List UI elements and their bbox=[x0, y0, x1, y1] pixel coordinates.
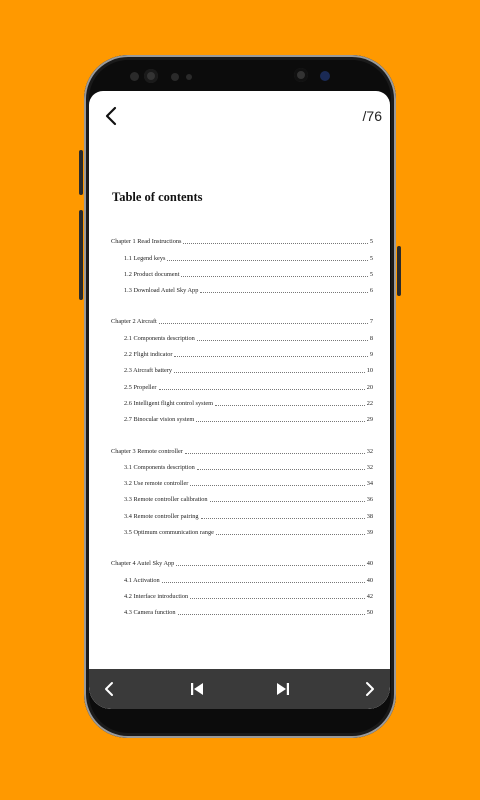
dot-leader bbox=[174, 356, 367, 357]
toc-section[interactable] bbox=[111, 472, 373, 488]
skip-previous-icon bbox=[187, 679, 207, 699]
dot-leader bbox=[200, 292, 368, 293]
chapter-gap bbox=[111, 424, 373, 439]
toc-entry-page: 40 bbox=[366, 576, 373, 584]
chapter-gap bbox=[111, 295, 373, 310]
page-title: Table of contents bbox=[112, 190, 203, 204]
toc-entry-title: 2.2 Flight indicator bbox=[124, 351, 173, 359]
toc-section[interactable] bbox=[111, 456, 373, 472]
toc-entry-page: 6 bbox=[369, 287, 373, 295]
dot-leader bbox=[197, 340, 368, 341]
dot-leader bbox=[190, 485, 364, 486]
app-screen bbox=[89, 91, 390, 709]
first-page-button[interactable] bbox=[187, 679, 207, 699]
toc-entry-page: 29 bbox=[366, 416, 373, 424]
toc-entry-title: 3.2 Use remote controller bbox=[124, 480, 189, 488]
toc-chapter[interactable] bbox=[111, 310, 373, 326]
dot-leader bbox=[178, 614, 365, 615]
dot-leader bbox=[174, 372, 365, 373]
toc-entry-title: 2.5 Propeller bbox=[124, 383, 157, 391]
volume-down-button bbox=[79, 210, 83, 300]
toc-entry-page: 8 bbox=[369, 334, 373, 342]
dot-leader bbox=[216, 534, 365, 535]
toc-entry-title: 1.1 Legend keys bbox=[124, 254, 166, 262]
chevron-left-icon bbox=[100, 679, 120, 699]
toc-chapter[interactable] bbox=[111, 439, 373, 455]
volume-up-button bbox=[79, 150, 83, 195]
dot-leader bbox=[185, 453, 365, 454]
toc-entry-page: 10 bbox=[366, 367, 373, 375]
toc-entry-page: 32 bbox=[366, 447, 373, 455]
page-count: /76 bbox=[362, 108, 382, 124]
chapter-gap bbox=[111, 537, 373, 552]
toc-entry-page: 39 bbox=[366, 529, 373, 537]
toc-section[interactable] bbox=[111, 263, 373, 279]
toc-entry-title: 3.5 Optimum communication range bbox=[124, 529, 214, 537]
toc-entry-page: 40 bbox=[366, 560, 373, 568]
toc-entry-title: 3.4 Remote controller pairing bbox=[124, 512, 199, 520]
toc-chapter[interactable] bbox=[111, 552, 373, 568]
toc-entry-page: 5 bbox=[369, 270, 373, 278]
chevron-left-icon bbox=[101, 105, 123, 127]
iris-scanner-icon bbox=[144, 69, 158, 83]
toc-entry-title: 4.1 Activation bbox=[124, 576, 160, 584]
toc-entry-page: 32 bbox=[366, 463, 373, 471]
toc-entry-page: 7 bbox=[369, 318, 373, 326]
back-button[interactable] bbox=[101, 105, 123, 127]
dot-leader bbox=[176, 565, 364, 566]
dot-leader bbox=[215, 405, 365, 406]
toc-entry-title: 2.6 Intelligent flight control system bbox=[124, 399, 214, 407]
document-page[interactable] bbox=[111, 190, 373, 617]
dot-leader bbox=[197, 469, 365, 470]
toc-entry-title: Chapter 4 Autel Sky App bbox=[111, 560, 175, 568]
dot-leader bbox=[159, 389, 365, 390]
toc-section[interactable] bbox=[111, 408, 373, 424]
next-page-button[interactable] bbox=[359, 679, 379, 699]
toc-entry-title: 2.3 Aircraft battery bbox=[124, 367, 173, 375]
toc-section[interactable] bbox=[111, 279, 373, 295]
bottom-toolbar bbox=[89, 669, 390, 709]
dot-leader bbox=[183, 243, 367, 244]
toc-entry-title: 2.1 Components description bbox=[124, 334, 195, 342]
dot-leader bbox=[190, 598, 365, 599]
toc-section[interactable] bbox=[111, 392, 373, 408]
toc-entry-page: 5 bbox=[369, 254, 373, 262]
last-page-button[interactable] bbox=[273, 679, 293, 699]
toc-entry-title: 3.3 Remote controller calibration bbox=[124, 496, 208, 504]
toc-entry-page: 50 bbox=[366, 609, 373, 617]
toc-entry-title: 4.2 Interface introduction bbox=[124, 592, 189, 600]
toc-entry-page: 38 bbox=[366, 512, 373, 520]
toc-entry-title: 1.3 Download Autel Sky App bbox=[124, 287, 199, 295]
front-camera-icon bbox=[294, 68, 308, 82]
toc-entry-title: 1.2 Product document bbox=[124, 270, 180, 278]
dot-leader bbox=[201, 518, 365, 519]
toc-entry-page: 22 bbox=[366, 399, 373, 407]
sensor-icon bbox=[171, 73, 179, 81]
toc-entry-page: 36 bbox=[366, 496, 373, 504]
toc-entry-page: 9 bbox=[369, 351, 373, 359]
toc-entry-title: Chapter 1 Read Instructions bbox=[111, 238, 182, 246]
toc-section[interactable] bbox=[111, 359, 373, 375]
sensor-icon bbox=[186, 74, 192, 80]
toc-section[interactable] bbox=[111, 601, 373, 617]
top-bar bbox=[89, 91, 390, 141]
toc-section[interactable] bbox=[111, 521, 373, 537]
toc-entry-title: 2.7 Binocular vision system bbox=[124, 416, 195, 424]
toc-section[interactable] bbox=[111, 375, 373, 391]
toc-entry-title: Chapter 2 Aircraft bbox=[111, 318, 157, 326]
dot-leader bbox=[196, 421, 364, 422]
toc-entry-page: 42 bbox=[366, 592, 373, 600]
toc-entry-title: Chapter 3 Remote controller bbox=[111, 447, 183, 455]
dot-leader bbox=[162, 582, 365, 583]
dot-leader bbox=[167, 260, 367, 261]
toc-section[interactable] bbox=[111, 246, 373, 262]
toc-section[interactable] bbox=[111, 585, 373, 601]
toc-entry-page: 20 bbox=[366, 383, 373, 391]
sensor-icon bbox=[130, 72, 139, 81]
toc-section[interactable] bbox=[111, 343, 373, 359]
table-of-contents bbox=[111, 230, 373, 617]
power-button bbox=[397, 246, 401, 296]
toc-entry-page: 5 bbox=[369, 238, 373, 246]
toc-entry-title: 4.3 Camera function bbox=[124, 609, 176, 617]
toc-entry-title: 3.1 Components description bbox=[124, 463, 195, 471]
toc-section[interactable] bbox=[111, 326, 373, 342]
toc-section[interactable] bbox=[111, 568, 373, 584]
proximity-sensor-icon bbox=[320, 71, 330, 81]
previous-page-button[interactable] bbox=[100, 679, 120, 699]
toc-section[interactable] bbox=[111, 504, 373, 520]
toc-chapter[interactable] bbox=[111, 230, 373, 246]
dot-leader bbox=[210, 501, 365, 502]
dot-leader bbox=[181, 276, 367, 277]
dot-leader bbox=[159, 323, 368, 324]
chevron-right-icon bbox=[359, 679, 379, 699]
toc-section[interactable] bbox=[111, 488, 373, 504]
toc-entry-page: 34 bbox=[366, 480, 373, 488]
skip-next-icon bbox=[273, 679, 293, 699]
